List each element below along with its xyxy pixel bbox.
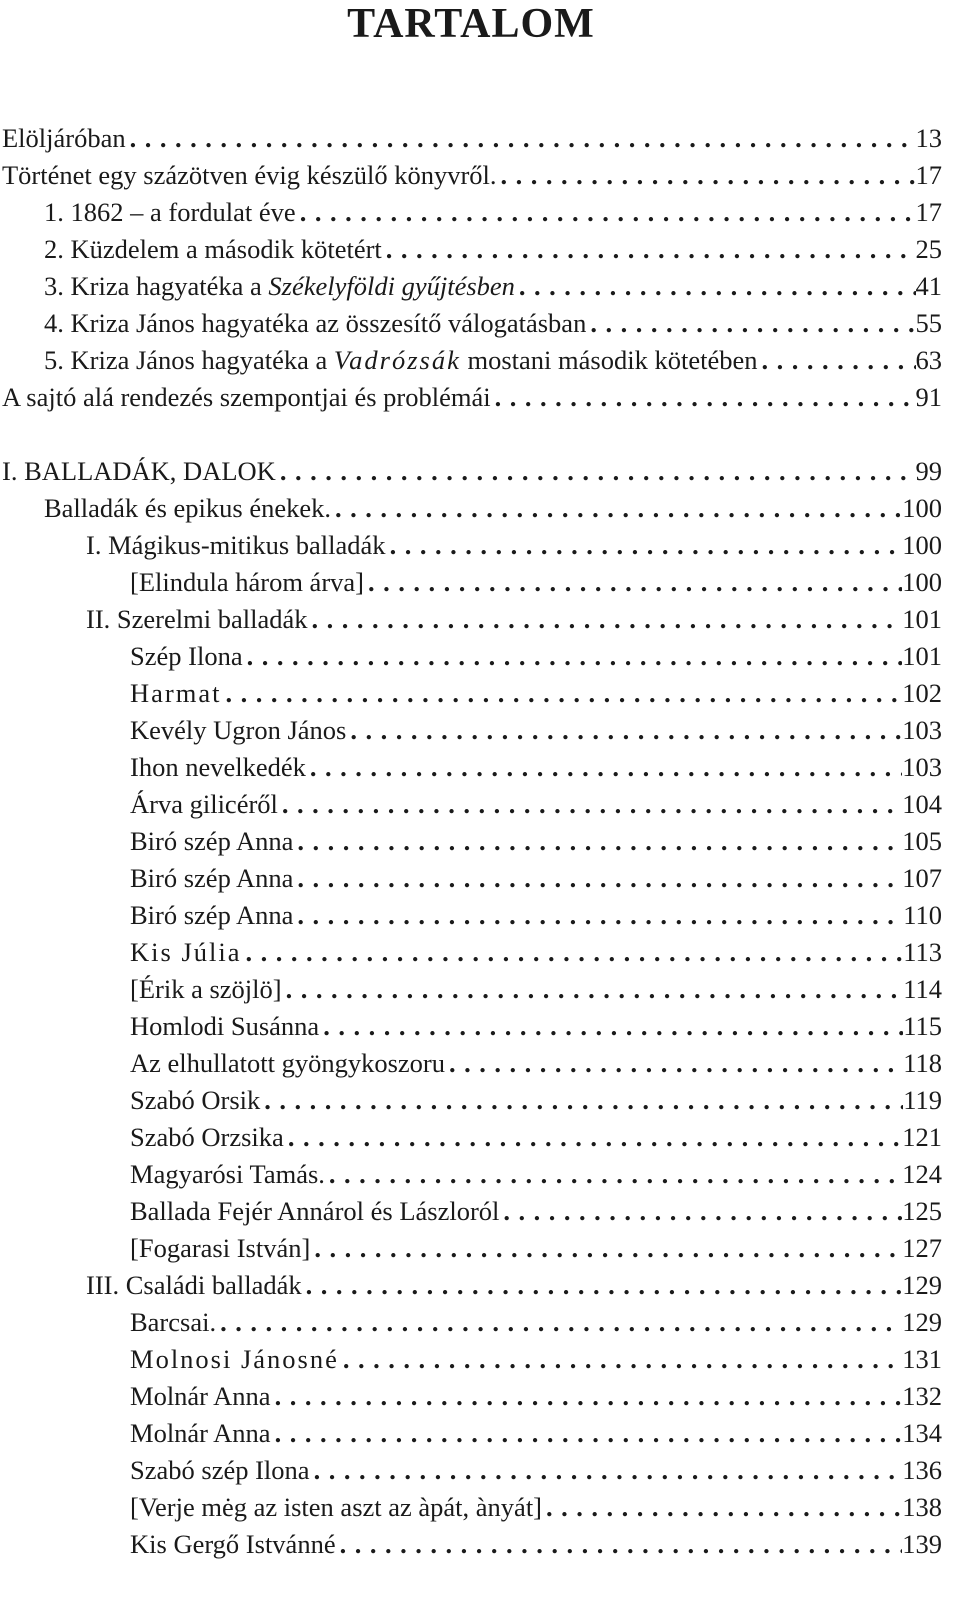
toc-page-number: 129	[902, 1270, 942, 1300]
toc-page-number: 100	[902, 530, 942, 560]
toc-entry-title	[130, 1341, 339, 1377]
toc-entry[interactable]	[0, 1304, 942, 1340]
toc-entry[interactable]	[0, 638, 942, 674]
toc-dot-leader	[515, 268, 916, 304]
toc-dot-leader	[364, 564, 902, 600]
toc-entry-title	[130, 1526, 336, 1562]
toc-page-number: 138	[902, 1492, 942, 1522]
toc-entry-title	[130, 823, 293, 859]
toc-entry-title-part: Székelyföldi gyűjtésben	[268, 271, 515, 301]
toc-entry-title	[44, 342, 757, 378]
toc-entry[interactable]	[0, 1452, 942, 1488]
toc-entry-title	[130, 1489, 542, 1525]
toc-entry-title	[130, 1415, 271, 1451]
toc-entry-title-part: Árva gilicéről	[130, 789, 278, 819]
toc-entry[interactable]	[0, 194, 942, 230]
toc-entry-title	[130, 1008, 319, 1044]
toc-entry-title-part: II. Szerelmi balladák	[86, 604, 308, 634]
toc-entry[interactable]	[0, 490, 942, 526]
toc-dot-leader	[221, 675, 902, 711]
toc-entry[interactable]	[0, 1045, 942, 1081]
toc-page-number: 101	[902, 604, 942, 634]
toc-entry[interactable]	[0, 823, 942, 859]
toc-entry[interactable]	[0, 1119, 942, 1155]
toc-page-number: 55	[915, 308, 942, 338]
toc-page-number: 139	[902, 1529, 942, 1559]
toc-entry-title-part: Magyarósi Tamás.	[130, 1159, 325, 1189]
toc-entry-title	[130, 786, 278, 822]
toc-entry-title	[130, 1045, 445, 1081]
toc-entry-title	[130, 1452, 310, 1488]
toc-dot-leader	[319, 1008, 903, 1044]
toc-dot-leader	[302, 1267, 903, 1303]
toc-page-number: 105	[902, 826, 942, 856]
toc-entry-title-part: Történet egy százötven évig készülő könyvről.	[2, 160, 497, 190]
toc-entry-title-part: Szabó Orzsika	[130, 1122, 284, 1152]
toc-entry[interactable]	[0, 786, 942, 822]
toc-entry-title-part: Ihon nevelkedék	[130, 752, 306, 782]
toc-entry-title-part: Kis Júlia	[130, 937, 242, 967]
toc-page-number: 125	[902, 1196, 942, 1226]
toc-entry-title	[44, 194, 296, 230]
toc-page-number: 110	[903, 900, 942, 930]
toc-entry-title-part: [Elindula három árva]	[130, 567, 364, 597]
toc-entry[interactable]	[0, 1267, 942, 1303]
toc-entry-title-part: Kevély Ugron János	[130, 715, 347, 745]
toc-entry[interactable]	[0, 601, 942, 637]
toc-entry[interactable]	[0, 675, 942, 711]
toc-entry-title	[130, 1230, 310, 1266]
toc-dot-leader	[346, 712, 902, 748]
toc-dot-leader	[284, 1119, 902, 1155]
page-title: TARTALOM	[347, 1, 595, 47]
toc-page-number: 127	[902, 1233, 942, 1263]
toc-dot-leader	[310, 1230, 902, 1266]
toc-entry-title-part: Szép Ilona	[130, 641, 243, 671]
toc-dot-leader	[260, 1082, 903, 1118]
toc-entry[interactable]	[0, 1489, 942, 1525]
toc-entry-title	[44, 268, 515, 304]
toc-page-number: 25	[915, 234, 942, 264]
toc-page-number: 103	[902, 715, 942, 745]
toc-dot-leader	[336, 1526, 903, 1562]
toc-entry[interactable]	[0, 971, 942, 1007]
toc-page-number: 41	[915, 271, 942, 301]
toc-entry-title-part: 1. 1862 – a fordulat éve	[44, 197, 296, 227]
toc-dot-leader	[282, 971, 904, 1007]
toc-dot-leader	[491, 379, 916, 415]
toc-dot-leader	[382, 231, 916, 267]
toc-entry-title	[130, 749, 306, 785]
toc-entry-title-part: Molnár Anna	[130, 1418, 271, 1448]
toc-entry[interactable]	[0, 1378, 942, 1414]
toc-entry-title	[130, 1082, 260, 1118]
toc-page-number: 132	[902, 1381, 942, 1411]
toc-entry-title	[44, 305, 586, 341]
toc-entry-title-part: 3. Kriza hagyatéka a	[44, 271, 269, 301]
toc-entry[interactable]	[0, 1526, 942, 1562]
toc-entry-title	[2, 453, 276, 489]
toc-page-number: 101	[902, 641, 942, 671]
toc-entry-title-part: I. BALLADÁK, DALOK	[2, 456, 276, 486]
toc-dot-leader	[499, 1193, 902, 1229]
toc-entry[interactable]	[0, 1415, 942, 1451]
toc-page-number: 118	[903, 1048, 942, 1078]
toc-page-number: 131	[902, 1344, 942, 1374]
toc-entry-title-part: Biró szép Anna	[130, 826, 294, 856]
toc-entry-title	[2, 379, 491, 415]
toc-entry-title	[130, 1378, 271, 1414]
toc-entry-title	[130, 971, 282, 1007]
toc-entry[interactable]	[0, 527, 942, 563]
toc-entry-title-part: 5. Kriza János hagyatéka a	[44, 345, 334, 375]
toc-dot-leader	[216, 1304, 902, 1340]
toc-page-number: 129	[902, 1307, 942, 1337]
toc-dot-leader	[271, 1378, 903, 1414]
toc-page-number: 17	[915, 197, 942, 227]
toc-entry-title	[130, 934, 242, 970]
toc-dot-leader	[293, 823, 902, 859]
toc-entry-title-part: [Érik a szöjlö]	[130, 974, 282, 1004]
toc-entry-title-part: 4. Kriza János hagyatéka az összesítő válogatásban	[44, 308, 587, 338]
toc-entry[interactable]	[0, 564, 942, 600]
toc-page-number: 107	[902, 863, 942, 893]
toc-page-number: 17	[915, 160, 942, 190]
toc-entry[interactable]	[0, 305, 942, 341]
toc-entry-title	[86, 527, 386, 563]
toc-entry-title	[130, 712, 346, 748]
toc-entry-title-part: Biró szép Anna	[130, 900, 294, 930]
toc-page-number: 99	[915, 456, 942, 486]
toc-entry-title-part: A sajtó alá rendezés szempontjai és problémái	[2, 382, 491, 412]
toc-entry-title-part: Elöljáróban	[2, 123, 126, 153]
toc-entry-title-part: Kis Gergő Istvánné	[130, 1529, 336, 1559]
toc-entry[interactable]	[0, 231, 942, 267]
toc-entry[interactable]	[0, 1193, 942, 1229]
toc-entry-title-part: Balladák és epikus énekek.	[44, 493, 331, 523]
toc-dot-leader	[278, 786, 902, 822]
toc-dot-leader	[757, 342, 915, 378]
toc-entry-title-part: [Verje mėg az isten aszt az àpát, ànyát]	[130, 1492, 543, 1522]
toc-dot-leader	[386, 527, 903, 563]
toc-entry[interactable]	[0, 342, 942, 378]
toc-page-number: 134	[902, 1418, 942, 1448]
toc-dot-leader	[542, 1489, 902, 1525]
toc-dot-leader	[276, 453, 916, 489]
toc-entry-title	[130, 897, 293, 933]
toc-entry[interactable]	[0, 897, 942, 933]
toc-entry-title-part: Biró szép Anna	[130, 863, 294, 893]
toc-entry[interactable]	[0, 1341, 942, 1377]
toc-dot-leader	[310, 1452, 903, 1488]
toc-dot-leader	[293, 897, 903, 933]
toc-entry[interactable]	[0, 860, 942, 896]
toc-entry-title	[130, 675, 221, 711]
toc-entry[interactable]	[0, 157, 942, 193]
toc-entry[interactable]	[0, 1230, 942, 1266]
toc-entry[interactable]	[0, 749, 942, 785]
toc-entry-title	[130, 564, 364, 600]
toc-entry-title-part: Szabó szép Ilona	[130, 1455, 310, 1485]
toc-dot-leader	[296, 194, 916, 230]
toc-entry-title-part: Az elhullatott gyöngykoszoru	[130, 1048, 445, 1078]
toc-entry-title	[86, 601, 307, 637]
toc-page-number: 104	[902, 789, 942, 819]
toc-entry[interactable]	[0, 453, 942, 489]
toc-entry-title-part: I. Mágikus-mitikus balladák	[86, 530, 386, 560]
toc-entry-title-part: Harmat	[130, 678, 222, 708]
toc-page-number: 119	[903, 1085, 942, 1115]
toc-page-number: 63	[915, 345, 942, 375]
toc-entry-title-part: [Fogarasi István]	[130, 1233, 311, 1263]
toc-entry-title-part: Homlodi Susánna	[130, 1011, 320, 1041]
toc-entry-title	[86, 1267, 302, 1303]
toc-entry-title-part: Ballada Fejér Annárol és Lászloról	[130, 1196, 500, 1226]
toc-dot-leader	[325, 1156, 902, 1192]
toc-entry-title-part: 2. Küzdelem a második kötetért	[44, 234, 382, 264]
toc-page-number: 121	[902, 1122, 942, 1152]
toc-entry-title	[44, 490, 331, 526]
toc-page-number: 102	[902, 678, 942, 708]
toc-entry[interactable]	[0, 120, 942, 156]
toc-dot-leader	[586, 305, 915, 341]
toc-entry-title-part: Vadrózsák	[333, 345, 461, 375]
toc-page-number: 91	[915, 382, 942, 412]
toc-page-number: 103	[902, 752, 942, 782]
toc-entry-title-part: Szabó Orsik	[130, 1085, 261, 1115]
toc-dot-leader	[306, 749, 902, 785]
toc-dot-leader	[271, 1415, 903, 1451]
toc-entry-title	[130, 1119, 284, 1155]
toc-entry-title	[130, 638, 243, 674]
toc-entry-title-part: Barcsai.	[130, 1307, 217, 1337]
toc-dot-leader	[293, 860, 902, 896]
toc-page-number: 124	[902, 1159, 942, 1189]
toc-page-number: 100	[902, 567, 942, 597]
toc-entry-title	[130, 1304, 216, 1340]
toc-page-number: 113	[903, 937, 942, 967]
toc-dot-leader	[497, 157, 916, 193]
toc-dot-leader	[243, 638, 903, 674]
toc-entry-title	[2, 157, 497, 193]
toc-page-number: 115	[903, 1011, 942, 1041]
toc-page-number: 136	[902, 1455, 942, 1485]
toc-dot-leader	[331, 490, 902, 526]
toc-entry-title-part: III. Családi balladák	[86, 1270, 302, 1300]
toc-page-number: 13	[915, 123, 942, 153]
toc-page-number: 114	[903, 974, 942, 1004]
toc-entry[interactable]	[0, 1156, 942, 1192]
toc-entry-title-part: mostani második kötetében	[460, 345, 758, 375]
toc-entry[interactable]	[0, 934, 942, 970]
toc-entry[interactable]	[0, 268, 942, 304]
toc-entry-title	[130, 1156, 325, 1192]
toc-entry-title-part: Molnosi Jánosné	[130, 1344, 339, 1374]
toc-entry[interactable]	[0, 379, 942, 415]
toc-dot-leader	[242, 934, 904, 970]
toc-entry-title	[130, 860, 293, 896]
toc-dot-leader	[126, 120, 916, 156]
toc-entry[interactable]	[0, 712, 942, 748]
toc-entry-title	[130, 1193, 499, 1229]
toc-dot-leader	[445, 1045, 903, 1081]
toc-entry[interactable]	[0, 1008, 942, 1044]
toc-dot-leader	[307, 601, 902, 637]
toc-entry-title	[2, 120, 126, 156]
toc-entry-title	[44, 231, 382, 267]
toc-entry-title-part: Molnár Anna	[130, 1381, 271, 1411]
toc-page-number: 100	[902, 493, 942, 523]
toc-dot-leader	[339, 1341, 902, 1377]
toc-entry[interactable]	[0, 1082, 942, 1118]
